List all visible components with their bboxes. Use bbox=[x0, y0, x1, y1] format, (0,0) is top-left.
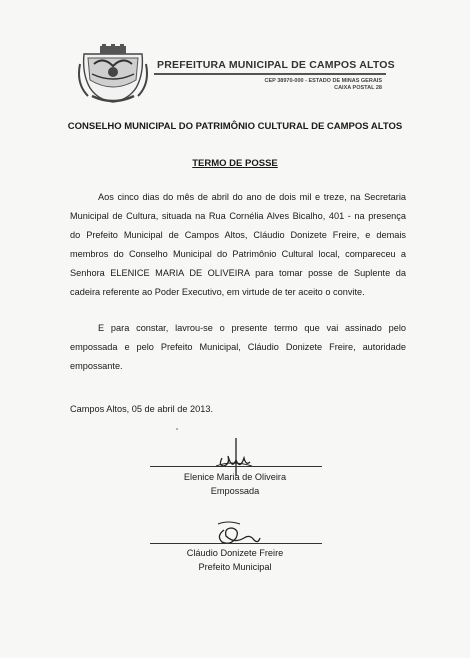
signatory-name: Elenice Maria de Oliveira bbox=[183, 472, 287, 482]
signatory-role: Empossada bbox=[210, 486, 260, 496]
municipal-crest-icon bbox=[78, 44, 148, 106]
place-and-date: Campos Altos, 05 de abril de 2013. bbox=[70, 404, 214, 414]
letterhead-address: CEP 38970-000 - ESTADO DE MINAS GERAIS bbox=[264, 78, 382, 84]
signature-line bbox=[150, 466, 322, 467]
paragraph-text: Aos cinco dias do mês de abril do ano de dois mil e treze, na Secretaria Municipal de Cultura, situada na Rua Cornélia Alves Bicalho, 401 - na presença do Prefeito Municipal de Campos Altos, Cláudio Donizete Freire, e demais membros do Conselho Municipal do Patrimônio Cultural local, compareceu a Senhora ELENICE MARIA DE OLIVEIRA para tomar posse de Suplente da cadeira referente ao Poder Executivo, em virtude de ter aceito o convite. bbox=[70, 192, 406, 297]
scan-speck bbox=[176, 428, 178, 430]
paragraph-text: E para constar, lavrou-se o presente termo que vai assinado pelo empossada e pelo Prefeito Municipal, Cláudio Donizete Freire, autoridade empossante. bbox=[70, 323, 406, 371]
signature-line bbox=[150, 543, 322, 544]
signatory-role: Prefeito Municipal bbox=[198, 562, 272, 572]
body-paragraph bbox=[70, 188, 406, 302]
letterhead-po-box: CAIXA POSTAL 28 bbox=[334, 85, 382, 91]
letterhead-divider bbox=[154, 73, 386, 75]
document-title: TERMO DE POSSE bbox=[192, 158, 278, 169]
letterhead-title: PREFEITURA MUNICIPAL DE CAMPOS ALTOS bbox=[157, 59, 395, 71]
handwritten-signature-icon bbox=[214, 518, 262, 550]
body-paragraph bbox=[70, 319, 406, 376]
council-heading: CONSELHO MUNICIPAL DO PATRIMÔNIO CULTURAL DE CAMPOS ALTOS bbox=[67, 121, 403, 132]
signatory-name: Cláudio Donizete Freire bbox=[186, 548, 284, 558]
